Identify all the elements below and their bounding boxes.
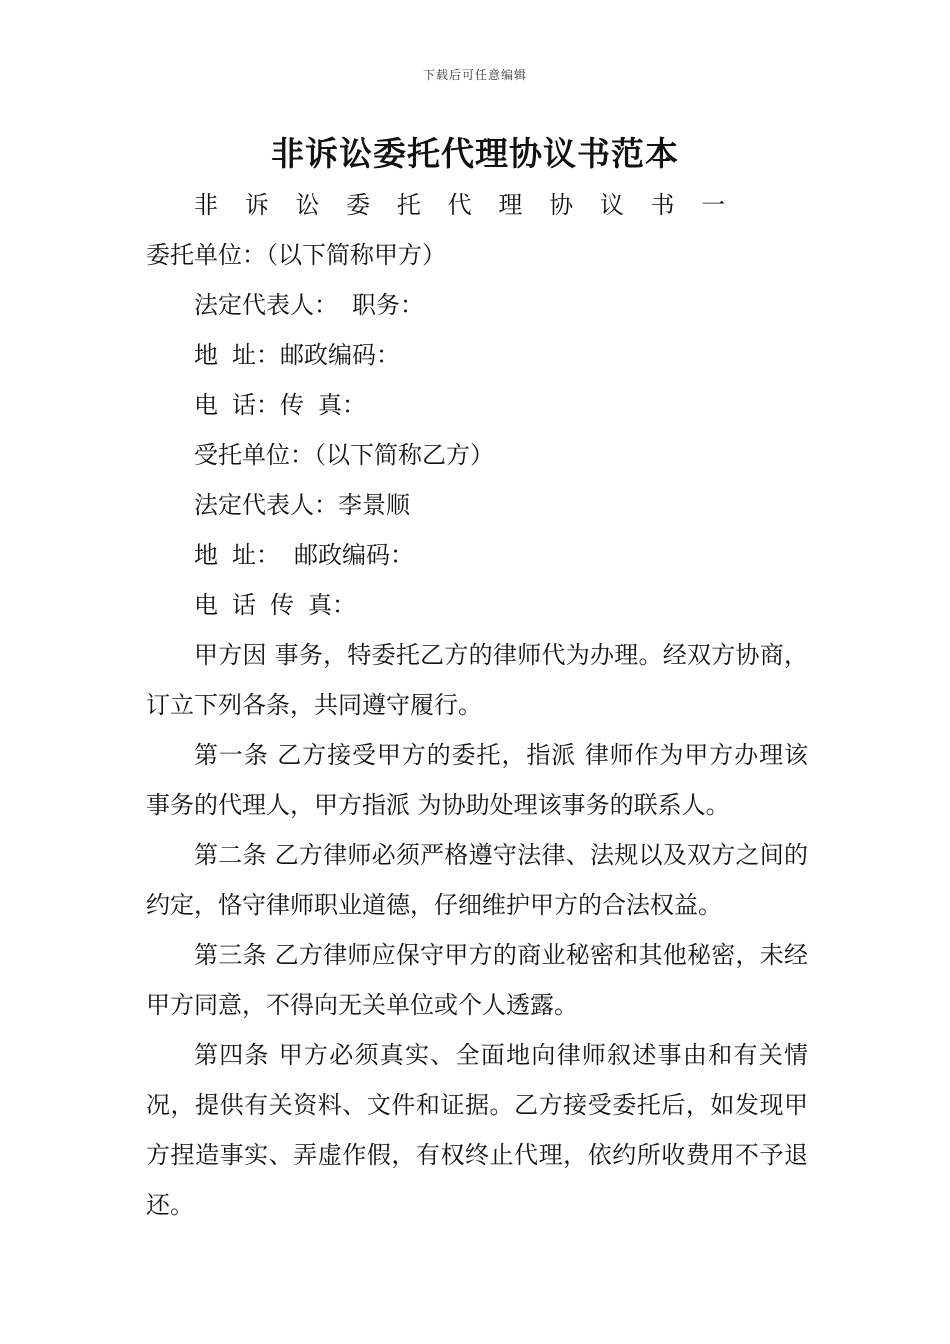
- party-b-address-line: [146, 530, 808, 580]
- party-a-addr-label-2: 址：: [232, 341, 280, 369]
- party-a-fax-label-1: 传: [280, 391, 304, 419]
- party-b-tel-1: 电: [194, 591, 218, 619]
- intro-paragraph: [146, 180, 808, 280]
- document-title: 非诉讼委托代理协议书范本: [271, 134, 679, 173]
- party-a-duty-label: 职务：: [352, 291, 424, 319]
- party-a-tel-label-2: 话：: [232, 391, 280, 419]
- party-b-addr-label-1: 地: [194, 541, 218, 569]
- party-b-unit-line: 受托单位：（以下简称乙方）: [194, 441, 494, 469]
- party-a-address-line: [146, 330, 808, 380]
- party-b-fax-2: 真：: [308, 591, 356, 619]
- party-a-rep-line: [146, 280, 808, 330]
- intro-clause-paragraph: 甲方因 事务，特委托乙方的律师代为办理。经双方协商，订立下列各条，共同遵守履行。: [146, 641, 808, 719]
- party-a-tel-label-1: 电: [194, 391, 218, 419]
- party-a-addr-label-1: 地: [194, 341, 218, 369]
- party-b-fax-1: 传: [270, 591, 294, 619]
- article-2: 第二条 乙方律师必须严格遵守法律、法规以及双方之间的约定，恪守律师职业道德，仔细维护甲方的合法权益。: [146, 841, 808, 919]
- party-b-tel-2: 话: [232, 591, 256, 619]
- intro-part1: 非诉讼委托代理协议书一: [194, 191, 752, 219]
- header-note: 下载后可任意编辑: [422, 68, 527, 82]
- intro-part2: 委托单位：（以下简称甲方）: [146, 241, 446, 269]
- article-4: 第四条 甲方必须真实、全面地向律师叙述事由和有关情况，提供有关资料、文件和证据。乙方接受委托后，如发现甲方捏造事实、弄虚作假，有权终止代理，依约所收费用不予退还。: [146, 1041, 808, 1219]
- article-1: 第一条 乙方接受甲方的委托，指派 律师作为甲方办理该事务的代理人，甲方指派 为协助处理该事务的联系人。: [146, 741, 808, 819]
- party-a-rep-label: 法定代表人：: [194, 291, 338, 319]
- party-a-tel-line: [146, 380, 808, 430]
- party-b-addr-label-2: 址：: [232, 541, 280, 569]
- party-a-postcode-label: 邮政编码：: [280, 341, 400, 369]
- party-b-rep-line: 法定代表人：李景顺: [194, 491, 410, 519]
- party-a-fax-label-2: 真：: [318, 391, 366, 419]
- party-b-tel-line: [146, 580, 808, 630]
- article-3: 第三条 乙方律师应保守甲方的商业秘密和其他秘密，未经甲方同意，不得向无关单位或个人透露。: [146, 941, 808, 1019]
- party-b-postcode-label: 邮政编码：: [294, 541, 414, 569]
- document-body: [146, 180, 808, 1230]
